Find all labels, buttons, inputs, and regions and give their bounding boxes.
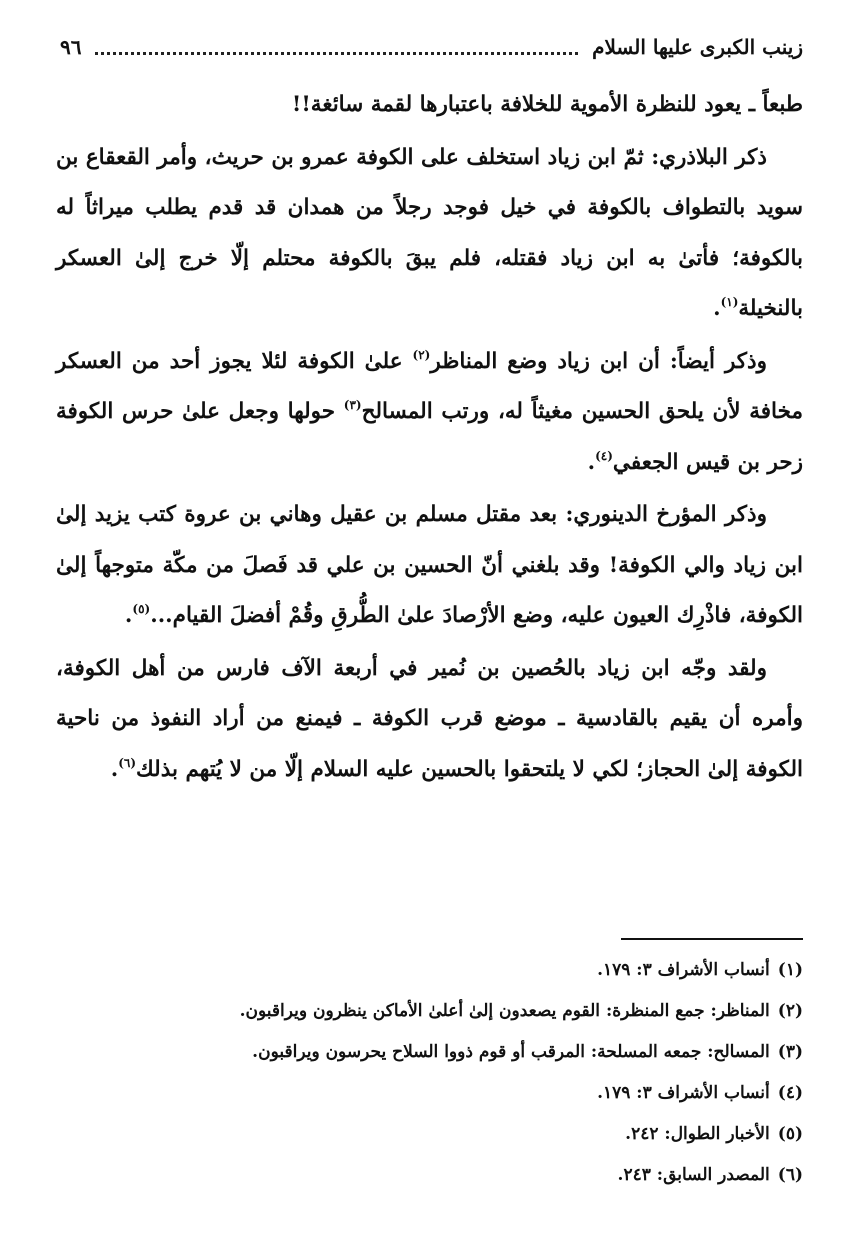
footnote-ref[interactable]: (٥) bbox=[132, 602, 151, 616]
footnotes bbox=[56, 950, 803, 1196]
footnote-5 bbox=[56, 1114, 803, 1155]
paragraph-4 bbox=[56, 490, 803, 642]
footnote-text: المصدر السابق: ٢٤٣. bbox=[617, 1165, 770, 1185]
footnote-number: (١) bbox=[777, 960, 803, 980]
footnote-6 bbox=[56, 1155, 803, 1196]
paragraph-end: . bbox=[110, 756, 119, 782]
footnote-number: (٣) bbox=[777, 1042, 803, 1062]
footnote-4 bbox=[56, 1073, 803, 1114]
paragraph-5 bbox=[56, 644, 803, 796]
footnote-ref[interactable]: (٤) bbox=[595, 448, 613, 463]
running-header bbox=[60, 30, 803, 64]
paragraph-2 bbox=[56, 133, 803, 335]
main-text bbox=[56, 80, 803, 795]
footnote-separator bbox=[621, 938, 803, 940]
paragraph-1 bbox=[56, 80, 803, 131]
book-title: زينب الكبرى عليها السلام bbox=[592, 35, 803, 59]
footnote-1 bbox=[56, 950, 803, 991]
paragraph-3 bbox=[56, 337, 803, 489]
paragraph-text: حولها وجعل علىٰ حرس الكوفة زحر بن قيس الجعفي bbox=[56, 399, 803, 475]
footnote-ref[interactable]: (٣) bbox=[343, 398, 362, 412]
paragraph-text: وذكر المؤرخ الدينوري: بعد مقتل مسلم بن عقيل وهاني بن عروة كتب يزيد إلىٰ ابن زياد والي الكوفة! وقد بلغني أنّ الحسين بن علي قد فَصلَ من مكّة متوجهاً إلىٰ الكوفة، فاذْرِك العيون عليه، وضع الأرْصادَ علىٰ الطُّرقِ وقُمْ أفضلَ القيام... bbox=[56, 502, 803, 628]
paragraph-text: علىٰ الكوفة لئلا يجوز أحد من العسكر مخافة لأن يلحق الحسين مغيثاً له، ورتب المسالح bbox=[56, 348, 803, 424]
footnote-text: المناظر: جمع المنظرة: القوم يصعدون إلىٰ أعلىٰ الأماكن ينظرون ويراقبون. bbox=[239, 1001, 770, 1021]
footnote-number: (٤) bbox=[777, 1083, 803, 1103]
paragraph-text: ولقد وجّه ابن زياد بالحُصين بن نُمير في أربعة الآف فارس من أهل الكوفة، وأمره أن يقيم بالقادسية ـ موضع قرب الكوفة ـ فيمنع من أراد النفوذ من ناحية الكوفة إلىٰ الحجاز؛ لكي لا يلتحقوا بالحسين عليه السلام إلّا من لا يُتهم بذلك bbox=[56, 655, 803, 782]
footnote-2 bbox=[56, 991, 803, 1032]
footnote-number: (٥) bbox=[777, 1124, 803, 1144]
footnote-ref[interactable]: (٢) bbox=[412, 347, 431, 362]
paragraph-end: . bbox=[713, 296, 721, 321]
footnote-text: المسالح: جمعه المسلحة: المرقب أو قوم ذووا السلاح يحرسون ويراقبون. bbox=[252, 1042, 770, 1062]
page-number: ٩٦ bbox=[60, 35, 82, 59]
footnote-text: أنساب الأشراف ٣: ١٧٩. bbox=[597, 960, 770, 980]
paragraph-text: وذكر أيضاً: أن ابن زياد وضع المناظر bbox=[430, 348, 767, 374]
paragraph-text: طبعاً ـ يعود للنظرة الأموية للخلافة باعتبارها لقمة سائغة!! bbox=[291, 92, 803, 117]
footnote-ref[interactable]: (٦) bbox=[118, 755, 137, 770]
footnote-number: (٦) bbox=[777, 1165, 803, 1185]
footnote-text: الأخبار الطوال: ٢٤٢. bbox=[625, 1124, 770, 1144]
paragraph-text: ذكر البلاذري: ثمّ ابن زياد استخلف على الكوفة عمرو بن حريث، وأمر القعقاع بن سويد بالتطواف بالكوفة في خيل فوجد رجلاً من همدان قد قدم يطلب ميراثاً له بالكوفة؛ فأتىٰ به ابن زياد فقتله، فلم يبقَ بالكوفة محتلم إلّا خرج إلىٰ العسكر بالنخيلة bbox=[56, 144, 803, 321]
leader-dots bbox=[95, 40, 578, 55]
footnote-ref[interactable]: (١) bbox=[720, 295, 739, 309]
footnote-number: (٢) bbox=[777, 1001, 803, 1021]
paragraph-end: . bbox=[587, 449, 596, 475]
footnote-3 bbox=[56, 1032, 803, 1073]
paragraph-end: . bbox=[124, 603, 133, 628]
footnote-text: أنساب الأشراف ٣: ١٧٩. bbox=[597, 1083, 770, 1103]
